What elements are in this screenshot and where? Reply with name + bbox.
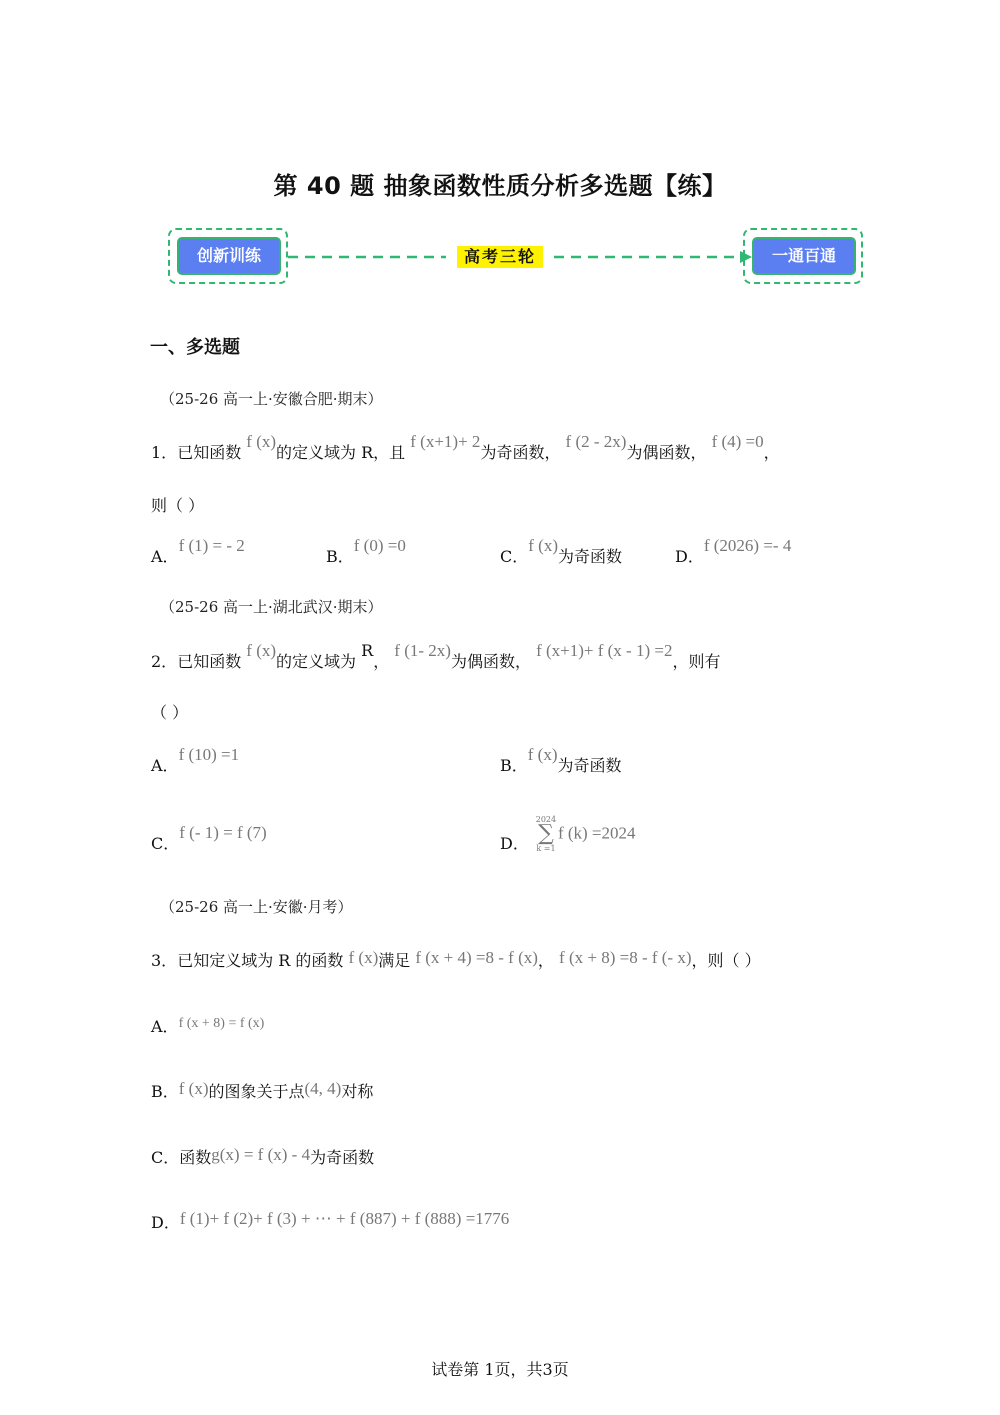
math-expression: f (x+1)+ 2 <box>410 432 481 451</box>
math-expression: f (1- 2x) <box>394 641 451 660</box>
stem-text: ， <box>373 652 390 671</box>
math-expression: f (10) =1 <box>178 745 240 764</box>
math-expression: f (x) <box>348 948 379 967</box>
stem-text: 已知函数 <box>177 443 242 462</box>
option-label: C． <box>500 547 529 566</box>
math-expression: f (x + 4) =8 - f (x) <box>415 948 538 967</box>
option-d[interactable] <box>151 1210 509 1233</box>
math-expression: R <box>361 641 374 660</box>
math-expression: f (x) <box>528 536 558 555</box>
master-all-button[interactable]: 一通百通 <box>752 237 856 275</box>
math-expression: f (x) <box>246 641 277 660</box>
option-d[interactable] <box>675 536 792 567</box>
math-expression: f (x) <box>178 1079 209 1098</box>
option-b[interactable] <box>151 1079 373 1102</box>
question-stem <box>151 641 721 672</box>
option-label: B． <box>151 1082 179 1101</box>
stem-text: 已知函数 <box>177 652 242 671</box>
page-footer: 试卷第 1页，共3页 <box>431 1360 569 1379</box>
summation-upper: 2024 <box>535 815 557 824</box>
innovation-training-button[interactable]: 创新训练 <box>177 237 281 275</box>
stem-text: 已知定义域为 R 的函数 <box>177 951 344 970</box>
option-label: C． <box>151 1148 180 1167</box>
stem-text: ，则有 <box>672 652 721 671</box>
question-number: 1． <box>151 443 178 462</box>
math-expression: f (0) =0 <box>353 536 406 555</box>
option-label: D． <box>500 833 529 853</box>
math-expression: f (k) =2024 <box>557 823 636 843</box>
question-number: 2． <box>151 652 178 671</box>
question-tail: 则（ ） <box>151 496 205 515</box>
math-expression: f (1)+ f (2)+ f (3) + ⋯ + f (887) + f (888) =1776 <box>179 1209 510 1228</box>
question-stem <box>151 948 761 971</box>
math-expression: f (- 1) = f (7) <box>179 823 267 842</box>
option-label: C． <box>151 834 180 853</box>
option-label: A． <box>151 1017 179 1036</box>
stem-text: 为偶函数， <box>626 443 707 462</box>
stem-text: 的定义域为 R，且 <box>276 443 406 462</box>
option-a[interactable] <box>151 745 240 776</box>
stem-text: ， <box>537 951 554 970</box>
option-b[interactable] <box>326 536 406 567</box>
question-tail: （ ） <box>151 703 189 722</box>
stem-text: 为偶函数， <box>450 652 531 671</box>
option-label: B． <box>326 547 354 566</box>
page-title: 第 40 题 抽象函数性质分析多选题【练】 <box>273 172 727 200</box>
stem-text: 满足 <box>378 951 411 970</box>
banner-center-label: 高考三轮 <box>457 246 543 268</box>
left-button-frame <box>168 228 288 284</box>
stem-text: 为奇函数， <box>480 443 561 462</box>
option-label: D． <box>151 1213 180 1232</box>
banner <box>168 228 868 290</box>
summation-sign <box>534 815 558 853</box>
math-expression: f (x+1)+ f (x - 1) =2 <box>536 641 673 660</box>
option-text: 为奇函数 <box>557 547 622 566</box>
question-stem <box>151 432 780 463</box>
right-button-frame <box>743 228 863 284</box>
option-a[interactable] <box>151 1014 264 1037</box>
option-c[interactable] <box>500 536 622 567</box>
math-expression: f (x) <box>527 745 558 764</box>
sigma-icon: ∑ <box>538 821 554 846</box>
option-label: D． <box>675 547 704 566</box>
option-c[interactable] <box>151 1145 374 1168</box>
option-d[interactable] <box>500 815 636 853</box>
math-expression: f (2026) =- 4 <box>703 536 792 555</box>
math-expression: f (x + 8) = f (x) <box>178 1016 265 1031</box>
stem-text: ，则（ ） <box>691 951 761 970</box>
question-source: （25-26 高一上·湖北武汉·期末） <box>160 598 383 616</box>
math-expression: (4, 4) <box>304 1079 342 1098</box>
question-number: 3． <box>151 951 178 970</box>
option-text: 的图象关于点 <box>208 1082 305 1101</box>
option-text: 为奇函数 <box>557 756 622 775</box>
stem-text: 的定义域为 <box>276 652 357 671</box>
option-label: A． <box>151 756 179 775</box>
option-b[interactable] <box>500 745 622 776</box>
question-source: （25-26 高一上·安徽·月考） <box>160 898 353 916</box>
option-label: B． <box>500 756 528 775</box>
math-expression: f (x + 8) =8 - f (- x) <box>559 948 692 967</box>
option-text: 对称 <box>341 1082 374 1101</box>
math-expression: f (4) =0 <box>711 432 764 451</box>
summation-lower: k =1 <box>536 844 556 853</box>
math-expression: g(x) = f (x) - 4 <box>211 1145 311 1164</box>
option-c[interactable] <box>151 823 267 854</box>
stem-text: ， <box>763 443 780 462</box>
option-label: A． <box>151 547 179 566</box>
option-a[interactable] <box>151 536 245 567</box>
question-source: （25-26 高一上·安徽合肥·期末） <box>160 390 383 408</box>
option-text: 函数 <box>179 1148 212 1167</box>
math-expression: f (1) = - 2 <box>178 536 245 555</box>
section-heading: 一、多选题 <box>150 337 240 358</box>
option-text: 为奇函数 <box>310 1148 375 1167</box>
math-expression: f (2 - 2x) <box>565 432 627 451</box>
math-expression: f (x) <box>246 432 277 451</box>
